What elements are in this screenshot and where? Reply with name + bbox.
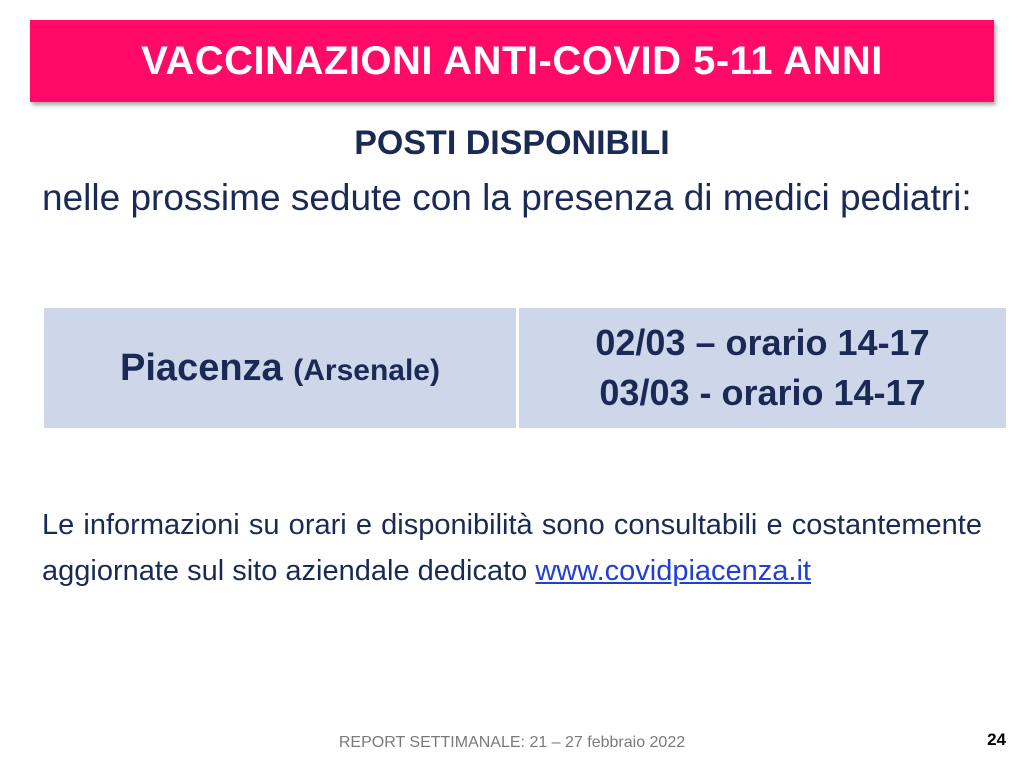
title-banner	[30, 20, 994, 102]
location-cell	[44, 308, 516, 428]
page-number: 24	[987, 730, 1006, 749]
subtitle: POSTI DISPONIBILI	[354, 124, 670, 162]
location-line	[120, 347, 440, 390]
info-paragraph	[42, 502, 982, 594]
schedule-table	[44, 308, 1006, 428]
intro-text: nelle prossime sedute con la presenza di medici pediatri:	[42, 177, 972, 218]
city-name: Piacenza	[120, 346, 283, 389]
date-slot: 03/03 - orario 14-17	[599, 372, 926, 413]
website-link[interactable]: www.covidpiacenza.it	[535, 555, 811, 587]
info-text: Le informazioni su orari e disponibilità sono consultabili e costantemente aggiornate sul sito aziendale dedicato	[42, 509, 982, 587]
dates-cell	[519, 308, 1006, 428]
date-slot: 02/03 – orario 14-17	[595, 322, 930, 363]
venue-name: (Arsenale)	[293, 353, 440, 387]
page-title: VACCINAZIONI ANTI-COVID 5-11 ANNI	[141, 38, 883, 83]
footer-report: REPORT SETTIMANALE: 21 – 27 febbraio 2022	[338, 734, 686, 751]
